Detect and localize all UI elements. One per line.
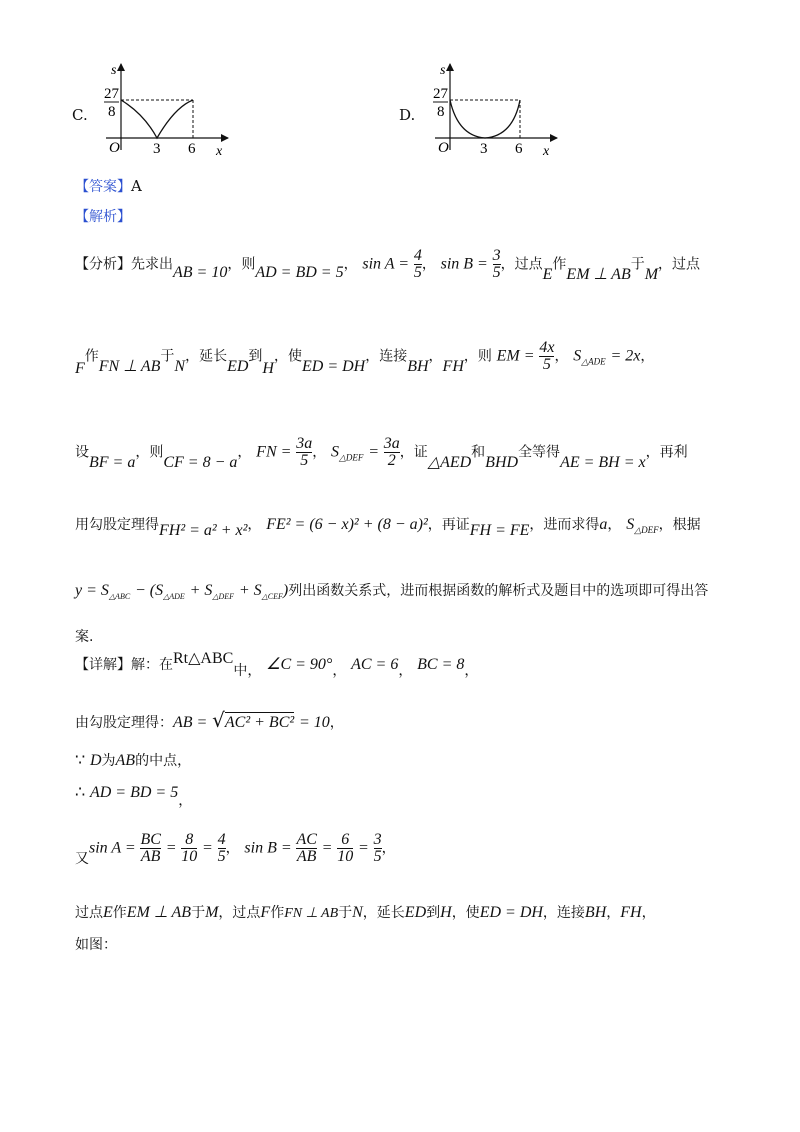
frac-ac-ab: $\frac{AC}{AB}$ (296, 831, 317, 865)
analysis-line-6: 案. (75, 629, 94, 645)
option-d-xtick-6: 6 (515, 141, 523, 157)
option-c-curve (121, 100, 193, 138)
detail-line-7: 如图： (75, 937, 117, 953)
frac-4-5: $\frac{4}{5}$ (217, 831, 226, 865)
option-c-xtick-3: 3 (153, 141, 161, 157)
frac-sinB: $\frac{3}{5}$ (492, 247, 501, 281)
analysis-line-3: 设BF = a，则CF = 8 − a， FN = $\frac{3a}{5}$ ， $S_{\triangle DEF}$ = $\frac{3a}{2}$ ，证△AED和BHD全等得AE = BH = x，再利 (75, 435, 688, 471)
option-c-xtick-6: 6 (188, 141, 196, 157)
frac-bc-ab: $\frac{BC}{AB}$ (140, 831, 161, 865)
option-d-xtick-3: 3 (480, 141, 488, 157)
option-c-ytick-num: 27 (104, 86, 119, 102)
analysis-line-1: 【分析】先求出AB = 10，则AD = BD = 5， sin A = $\frac{4}{5}$ ， sin B = $\frac{3}{5}$ ，过点E作EM ⊥ AB于M，过点 (75, 247, 701, 283)
frac-3-5: $\frac{3}{5}$ (373, 831, 382, 865)
option-c-label: C. (72, 106, 88, 124)
option-d-graph (425, 58, 565, 160)
option-c-y-label: s (111, 63, 117, 78)
frac-em: $\frac{4x}{5}$ (539, 339, 555, 373)
option-c-origin: O (109, 140, 120, 156)
frac-s-def: $\frac{3a}{2}$ (383, 435, 400, 469)
option-d-label: D. (399, 106, 416, 124)
option-d-x-label: x (543, 144, 550, 159)
detail-line-4: ∴ AD = BD = 5， (75, 784, 193, 809)
option-c-ytick-den: 8 (108, 104, 116, 120)
option-d-ytick-num: 27 (433, 86, 448, 102)
option-c-graph (96, 58, 236, 160)
analysis-line-4: 用勾股定理得FH² = a² + x²， FE² = (6 − x)² + (8 − a)²，再证FH = FE，进而求得a， $S_{\triangle DEF}$，根据 (75, 516, 701, 539)
answer-tag: 【答案】 (75, 179, 131, 195)
detail-line-3: ∵ D为AB的中点， (75, 752, 192, 769)
option-d-origin: O (438, 140, 449, 156)
detail-line-6: 过点E作EM ⊥ AB于M，过点F作FN ⊥ AB于N，延长ED到H，使ED = DH，连接BH，FH， (75, 904, 656, 921)
frac-6-10: $\frac{6}{10}$ (337, 831, 354, 865)
sqrt-sign: √ (212, 708, 225, 732)
analysis-line-2: F作FN ⊥ AB于N，延长ED到H，使ED = DH，连接BH，FH，则 EM = $\frac{4x}{5}$ ， $S_{\triangle ADE} = 2x$， (75, 339, 655, 377)
option-d-y-label: s (440, 63, 446, 78)
frac-fn: $\frac{3a}{5}$ (296, 435, 313, 469)
option-c-x-label: x (216, 144, 223, 159)
analysis-line-5: $y = S_{\triangle ABC} - (S_{\triangle ADE} + S_{\triangle DEF} + S_{\triangle CEF})$列出函数关系式，进而根据函数的解析式及题目中的选项即可得出答 (75, 582, 709, 601)
answer-line (75, 176, 142, 196)
frac-8-10: $\frac{8}{10}$ (181, 831, 198, 865)
detail-line-5: 又sin A = $\frac{BC}{AB}$ = $\frac{8}{10}$ = $\frac{4}{5}$ ， sin B = $\frac{AC}{AB}$ = $\frac{6}{10}$ = $\frac{3}{5}$ ， (75, 831, 396, 867)
analysis-tag: 【解析】 (75, 209, 131, 225)
answer-value: A (131, 177, 142, 195)
detail-line-2: 由勾股定理得：AB = √AC² + BC² = 10， (75, 708, 344, 732)
detail-line-1: 【详解】解：在Rt△ABC中， ∠C = 90°， AC = 6， BC = 8， (75, 650, 479, 679)
option-d-ytick-den: 8 (437, 104, 445, 120)
option-d-curve (450, 100, 520, 138)
frac-sinA: $\frac{4}{5}$ (413, 247, 422, 281)
